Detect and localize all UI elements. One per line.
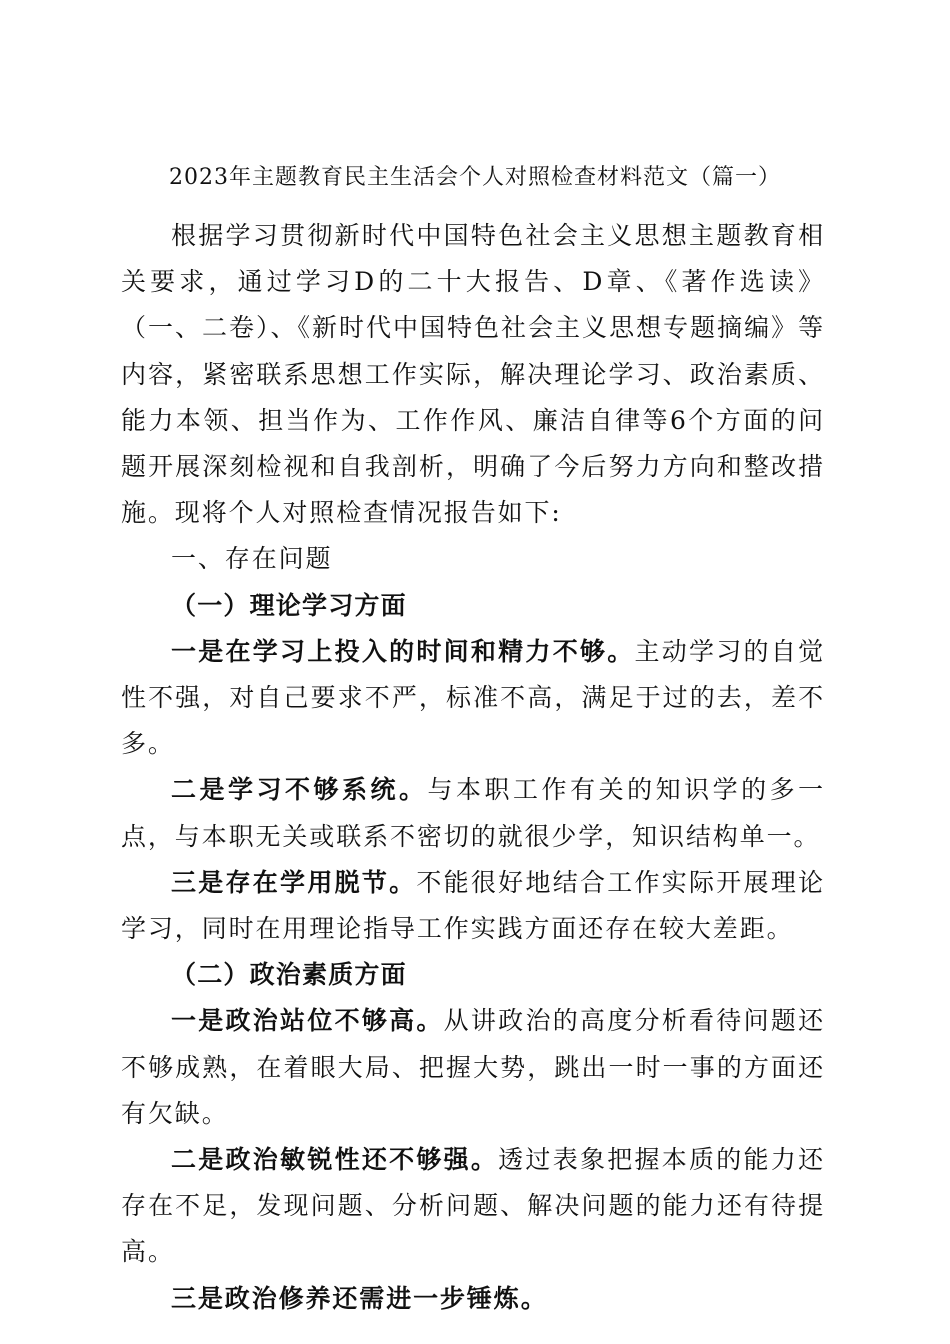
document-title: 2023年主题教育民主生活会个人对照检查材料范文（篇一） [169,165,781,190]
subsection-heading-theory: （一）理论学习方面 [171,590,407,620]
paragraph-text: 从讲政治的高度分析看待问题还不够成熟，在着眼大局、把握大势，跳出一时一事的方面还有欠缺。 [121,1006,825,1128]
paragraph [121,998,825,1137]
paragraph-lead: 一是政治站位不够高。 [171,1006,444,1036]
paragraph-lead: 三是存在学用脱节。 [171,867,417,897]
paragraph-text: 不能很好地结合工作实际开展理论学习，同时在用理论指导工作实践方面还存在较大差距。 [121,867,825,944]
paragraph [121,767,825,859]
paragraph [121,860,825,952]
paragraph-text: 透过表象把握本质的能力还存在不足，发现问题、分析问题、解决问题的能力还有待提高。 [121,1145,825,1267]
intro-paragraph: 根据学习贯彻新时代中国特色社会主义思想主题教育相关要求，通过学习D的二十大报告、D章、《著作选读》（一、二卷）、《新时代中国特色社会主义思想专题摘编》等内容，紧密联系思想工作实际，解决理论学习、政治素质、能力本领、担当作为、工作作风、廉洁自律等6个方面的问题开展深刻检视和自我剖析，明确了今后努力方向和整改措施。现将个人对照检查情况报告如下: [121,221,825,528]
paragraph-lead: 一是在学习上投入的时间和精力不够。 [171,636,635,666]
document-body [121,213,825,1322]
paragraph-lead: 三是政治修养还需进一步锤炼。 [171,1283,548,1313]
paragraph-lead: 二是政治敏锐性还不够强。 [171,1145,499,1175]
paragraph [121,629,825,768]
paragraph [121,1137,825,1276]
paragraph-text: 与本职工作有关的知识学的多一点，与本职无关或联系不密切的就很少学，知识结构单一。 [121,775,825,851]
paragraph [121,1276,825,1322]
paragraph-lead: 二是学习不够系统。 [171,775,428,805]
section-heading: 一、存在问题 [171,544,333,574]
paragraph-text: 主动学习的自觉性不强，对自己要求不严，标准不高，满足于过的去，差不多。 [121,636,825,759]
subsection-heading-politics: （二）政治素质方面 [171,960,407,990]
